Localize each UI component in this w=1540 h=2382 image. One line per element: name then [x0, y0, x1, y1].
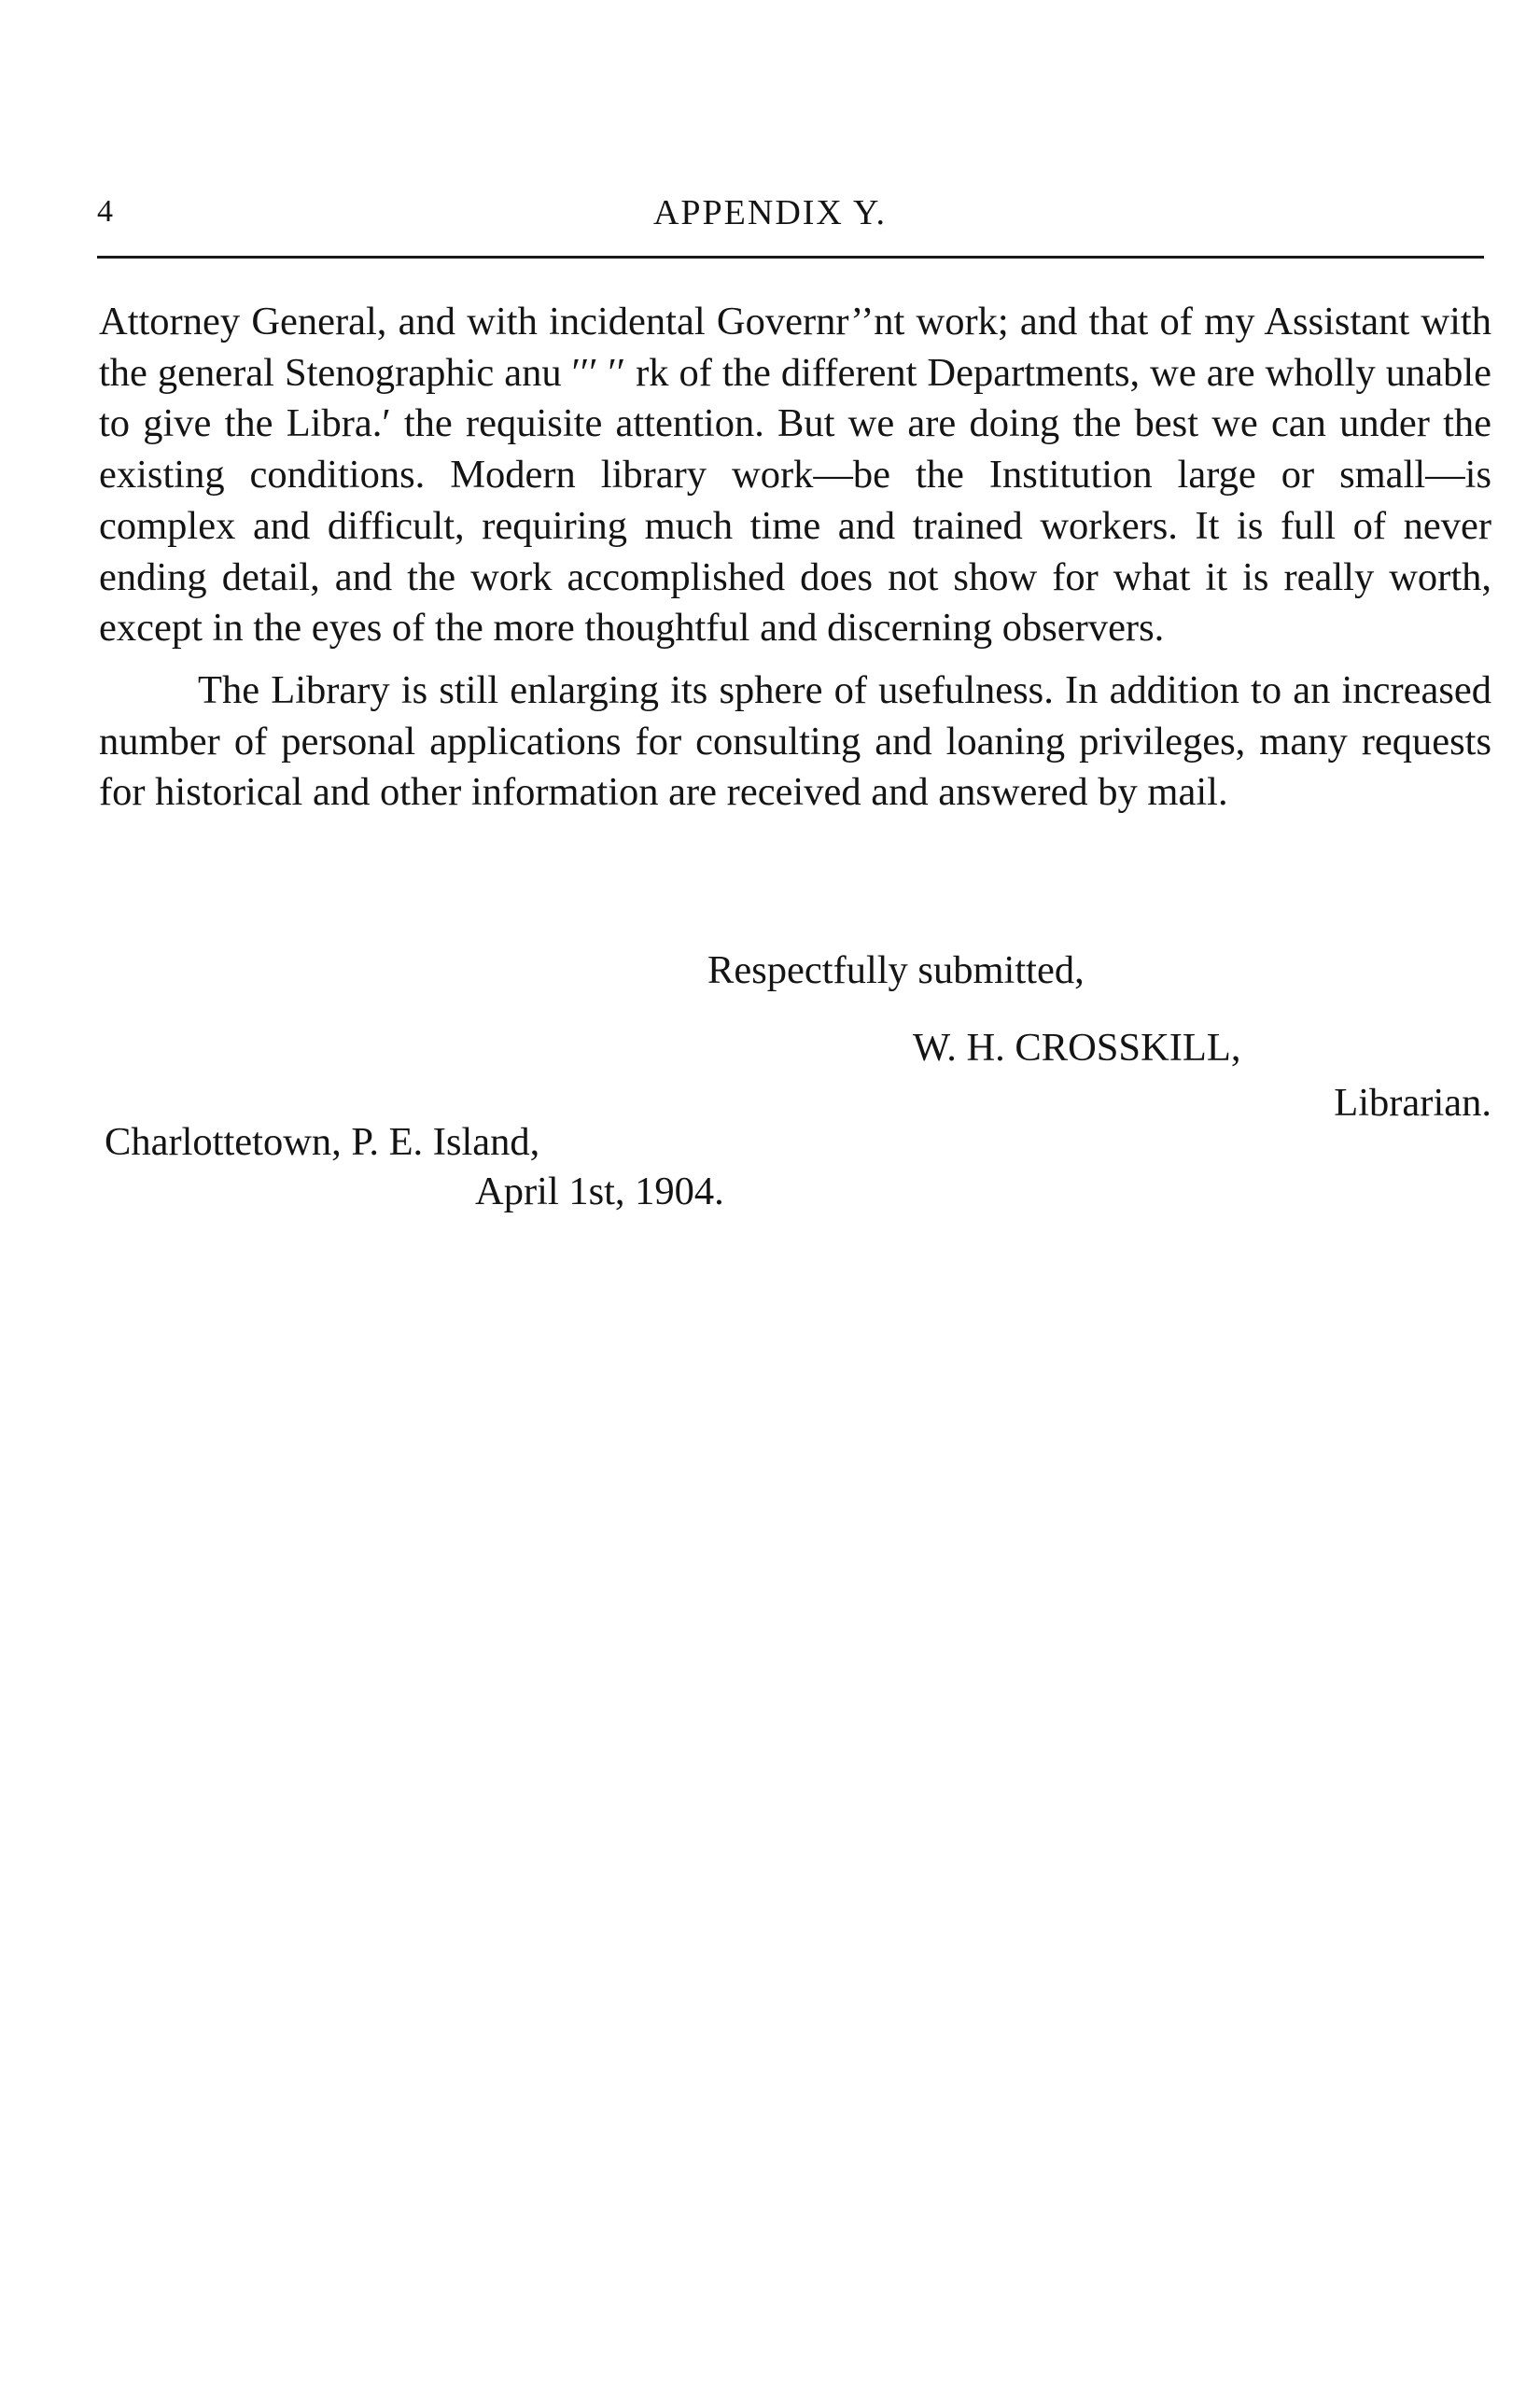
paragraph-2: The Library is still enlarging its sphere of usefulness. In addition to an increased number of personal applications for consulting and loaning privileges, many requests for historical and other information are received and answered by mail.	[99, 667, 1491, 815]
body-text	[99, 297, 1491, 819]
dateline-date: April 1st, 1904.	[475, 1170, 724, 1213]
running-head: APPENDIX Y.	[652, 193, 888, 232]
paragraph-1: Attorney General, and with incidental Governr’’nt work; and that of my Assistant with the general Stenographic anu ′′′ ′′ rk of the different Departments, we are wholly unable to give the Libra.′ the requisite attention. But we are doing the best we can under the existing conditions. Modern library work—be the Institution large or small—is complex and difficult, requiring much time and trained workers. It is full of never ending detail, and the work accomplished does not show for what it is really worth, except in the eyes of the more thoughtful and discerning observers.	[99, 300, 1491, 651]
signature-title: Librarian.	[1334, 1081, 1491, 1125]
header-rule	[97, 256, 1484, 259]
dateline-place: Charlottetown, P. E. Island,	[105, 1120, 540, 1164]
signature-name: W. H. CROSSKILL,	[913, 1026, 1241, 1070]
closing-salutation: Respectfully submitted,	[707, 948, 1085, 992]
page-number: 4	[97, 194, 113, 229]
